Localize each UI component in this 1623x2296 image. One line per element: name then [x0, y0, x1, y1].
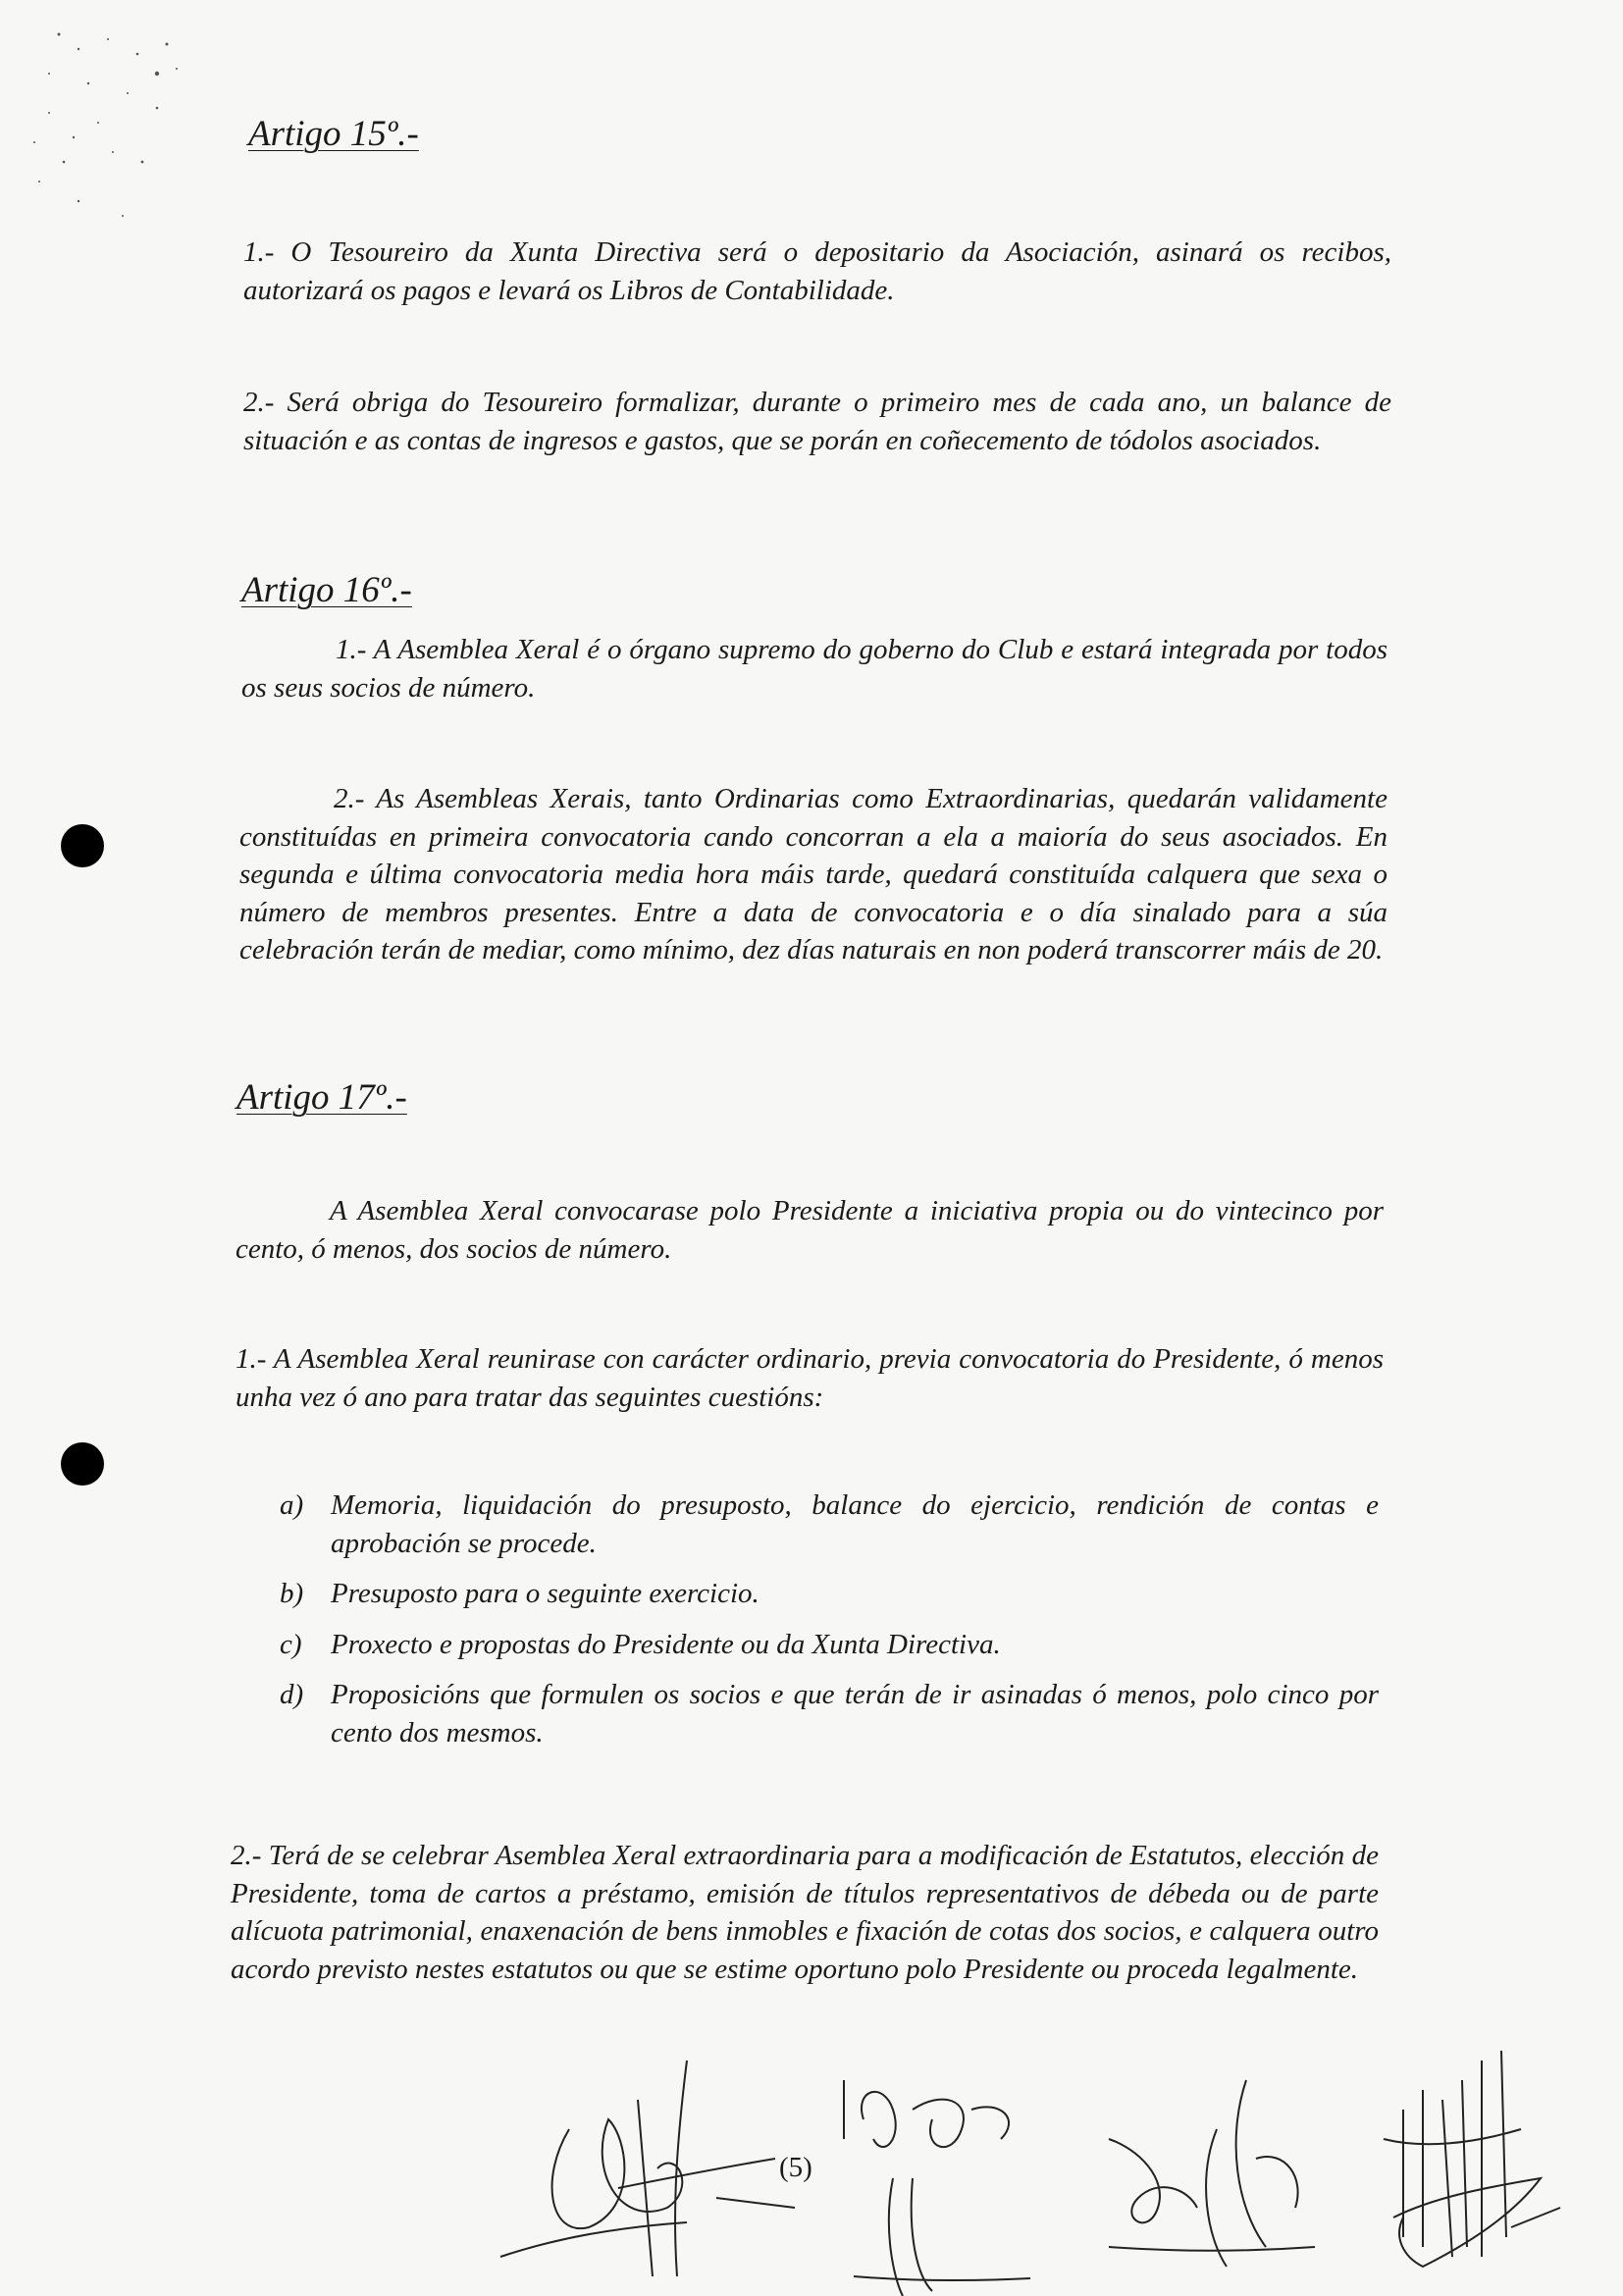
- article-15-paragraph-1: 1.- O Tesoureiro da Xunta Directiva será o depositario da Asociación, asinará os recibos, autorizará os pagos e levará os Libros de Contabilidade.: [243, 236, 1391, 306]
- article-17-intro: A Asemblea Xeral convocarase polo Presidente a iniciativa propia ou do vintecinco por cento, ó menos, dos socios de número.: [236, 1195, 1384, 1265]
- punch-hole-bottom: [61, 1442, 104, 1486]
- signature-1: [481, 2041, 805, 2286]
- punch-hole-top: [61, 824, 104, 867]
- signature-2: [824, 2070, 1050, 2296]
- list-item: b) Presuposto para o seguinte exercicio.: [280, 1578, 759, 1609]
- list-item: a) Memoria, liquidación do presuposto, balance do ejercicio, rendición de contas e aprobación se procede.: [280, 1489, 1379, 1559]
- list-item: c) Proxecto e propostas do Presidente ou da Xunta Directiva.: [280, 1628, 1001, 1660]
- article-17-heading: Artigo 17º.-: [236, 1077, 407, 1118]
- scan-speckle: [20, 15, 196, 240]
- article-15-heading: Artigo 15º.-: [248, 114, 419, 154]
- article-16-paragraph-1: 1.- A Asemblea Xeral é o órgano supremo do goberno do Club e estará integrada por todos os seus socios de número.: [241, 634, 1387, 704]
- article-17-paragraph-1: 1.- A Asemblea Xeral reunirase con carácter ordinario, previa convocatoria do Presidente, ó menos unha vez ó ano para tratar das seguintes cuestións:: [236, 1343, 1384, 1413]
- article-16-paragraph-2: 2.- As Asembleas Xerais, tanto Ordinarias como Extraordinarias, quedarán validamente constituídas en primeira convocatoria cando concorran a ela a maioría do seus asociados. En segunda e última convocatoria media hora máis tarde, quedará constituída calquera que sexa o número de membros presentes. Entre a data de convocatoria e o día sinalado para a súa celebración terán de mediar, como mínimo, dez días naturais en non poderá transcorrer máis de 20.: [239, 783, 1387, 965]
- agenda-list: [280, 1487, 1379, 1764]
- article-16-heading: Artigo 16º.-: [241, 570, 412, 610]
- signature-3: [1099, 2061, 1325, 2276]
- page-number: (5): [779, 2152, 812, 2183]
- signature-4: [1364, 2021, 1570, 2286]
- list-item: d) Proposicións que formulen os socios e que terán de ir asinadas ó menos, polo cinco por cento dos mesmos.: [280, 1679, 1379, 1748]
- article-17-paragraph-2: 2.- Terá de se celebrar Asemblea Xeral extraordinaria para a modificación de Estatutos, elección de Presidente, toma de cartos a préstamo, emisión de títulos representativos de débeda ou de parte alícuota patrimonial, enaxenación de bens inmobles e fixación de cotas dos socios, e calquera outro acordo previsto nestes estatutos ou que se estime oportuno polo Presidente ou proceda legalmente.: [231, 1840, 1379, 1985]
- article-15-paragraph-2: 2.- Será obriga do Tesoureiro formalizar, durante o primeiro mes de cada ano, un balance de situación e as contas de ingresos e gastos, que se porán en coñecemento de tódolos asociados.: [243, 387, 1391, 456]
